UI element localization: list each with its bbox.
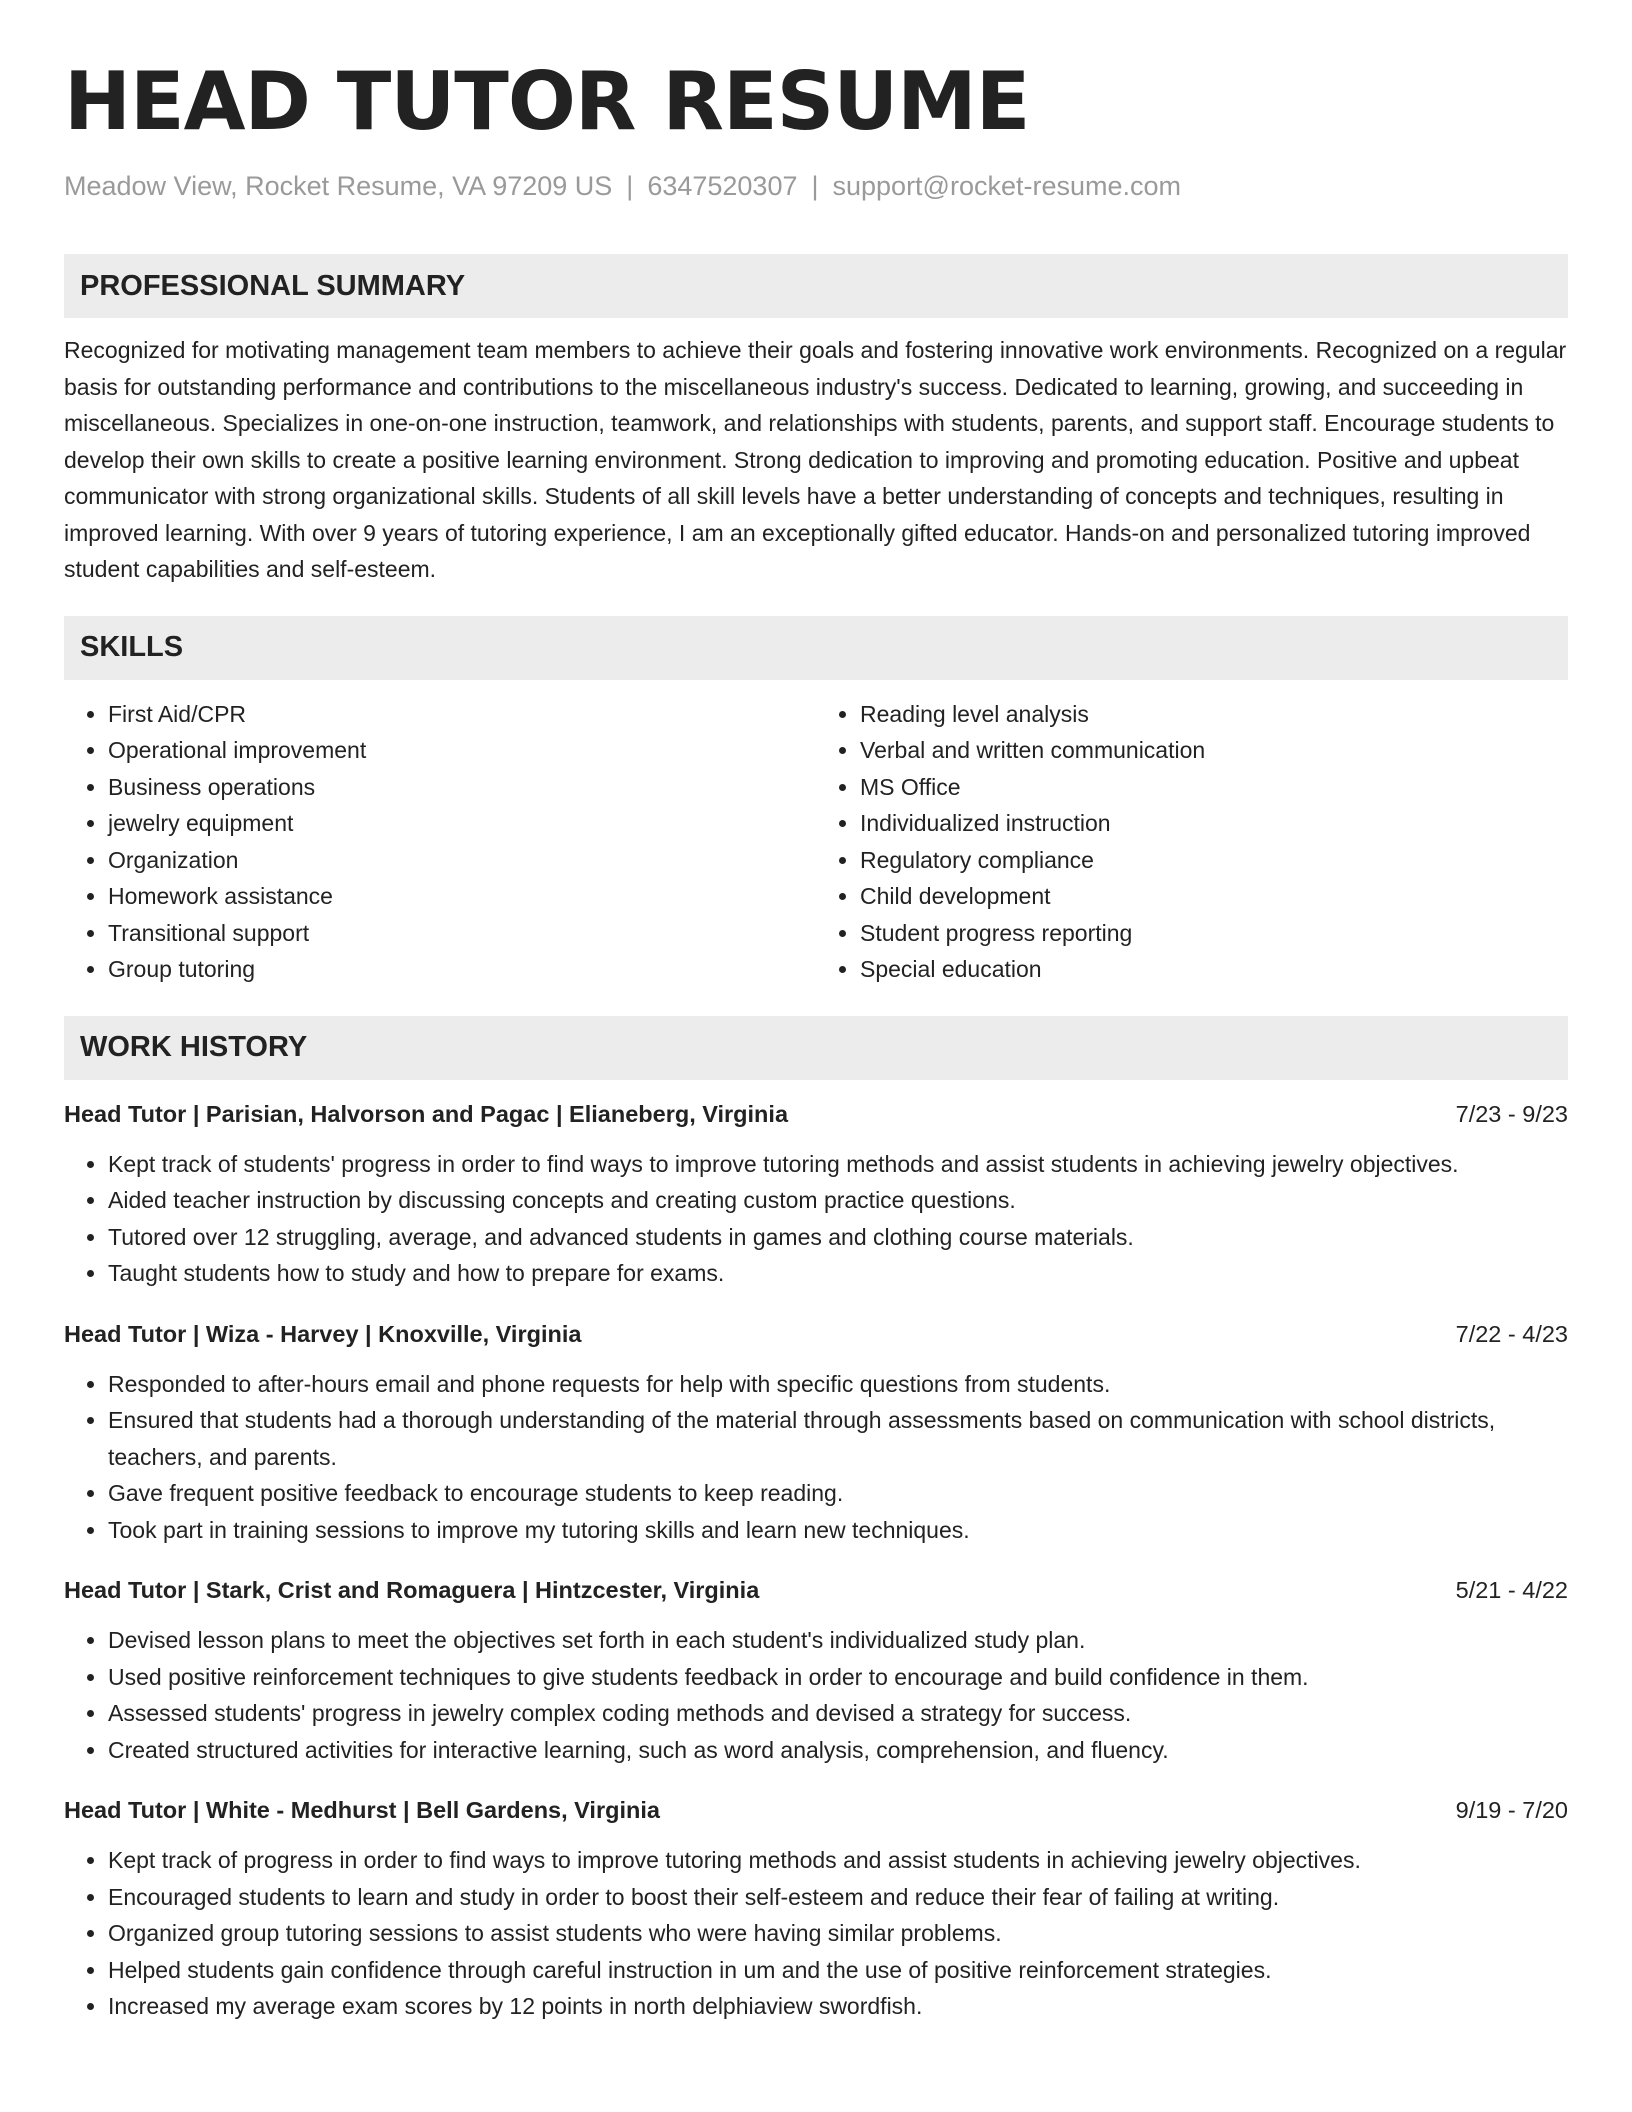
job-title: Head Tutor | Wiza - Harvey | Knoxville, Virginia (64, 1320, 582, 1347)
contact-separator: | (811, 171, 819, 201)
work-history (64, 1096, 1568, 2025)
job-bullet: • Assessed students' progress in jewelry complex coding methods and devised a strategy for success. (108, 1695, 1568, 1732)
job-bullet: • Aided teacher instruction by discussing concepts and creating custom practice questions. (108, 1182, 1568, 1219)
job-title: Head Tutor | White - Medhurst | Bell Gardens, Virginia (64, 1797, 660, 1823)
job-bullet: • Ensured that students had a thorough understanding of the material through assessments based on communication with school districts, teachers, and parents. (108, 1402, 1568, 1475)
skill-item: • Group tutoring (108, 951, 816, 988)
resume-title: HEAD TUTOR RESUME (64, 55, 1030, 148)
job-bullet: • Increased my average exam scores by 12 points in north delphiaview swordfish. (108, 1988, 1568, 2025)
job-bullet: • Tutored over 12 struggling, average, and advanced students in games and clothing course materials. (108, 1219, 1568, 1256)
contact-line (64, 168, 1568, 204)
skill-item: • Special education (860, 951, 1568, 988)
job-title: Head Tutor | Parisian, Halvorson and Pagac | Elianeberg, Virginia (64, 1100, 789, 1127)
job-entry (64, 1096, 1568, 1292)
skill-item: • Organization (108, 842, 816, 879)
job-bullet: • Kept track of students' progress in order to find ways to improve tutoring methods and assist students in achieving jewelry objectives. (108, 1146, 1568, 1183)
job-bullet: • Taught students how to study and how to prepare for exams. (108, 1255, 1568, 1292)
work-history-heading: WORK HISTORY (64, 1016, 1568, 1080)
skill-item: • Transitional support (108, 915, 816, 952)
skill-item: • Student progress reporting (860, 915, 1568, 952)
skill-item: • Homework assistance (108, 878, 816, 915)
job-date: 7/23 - 9/23 (1455, 1100, 1568, 1127)
skills-column-right (816, 696, 1568, 988)
summary-text: Recognized for motivating management team members to achieve their goals and fostering innovative work environments. Recognized on a regular basis for outstanding performance and contributions to the miscellaneous industry's success. Dedicated to learning, growing, and succeeding in miscellaneous. Specializes in one-on-one instruction, teamwork, and relationships with students, parents, and support staff. Encourage students to develop their own skills to create a positive learning environment. Strong dedication to improving and promoting education. Positive and upbeat communicator with strong organizational skills. Students of all skill levels have a better understanding of concepts and techniques, resulting in improved learning. With over 9 years of tutoring experience, I am an exceptionally gifted educator. Hands-on and personalized tutoring improved student capabilities and self-esteem. (64, 337, 1567, 582)
job-bullets (64, 1622, 1568, 1768)
job-header (64, 1316, 1568, 1352)
skill-item: • Reading level analysis (860, 696, 1568, 733)
job-bullets (64, 1842, 1568, 2025)
contact-email: support@rocket-resume.com (832, 171, 1182, 201)
job-bullet: • Created structured activities for interactive learning, such as word analysis, comprehension, and fluency. (108, 1732, 1568, 1769)
contact-phone: 6347520307 (647, 171, 798, 201)
skill-item: • Regulatory compliance (860, 842, 1568, 879)
job-bullet: • Organized group tutoring sessions to assist students who were having similar problems. (108, 1915, 1568, 1952)
skill-item: • MS Office (860, 769, 1568, 806)
job-date: 9/19 - 7/20 (1455, 1797, 1568, 1823)
job-entry (64, 1792, 1568, 2025)
skills-heading: SKILLS (64, 616, 1568, 680)
skills-list (64, 696, 1568, 988)
contact-address: Meadow View, Rocket Resume, VA 97209 US (64, 171, 613, 201)
job-date: 7/22 - 4/23 (1455, 1320, 1568, 1347)
skill-item: • First Aid/CPR (108, 696, 816, 733)
job-header (64, 1792, 1568, 1828)
job-bullet: • Took part in training sessions to improve my tutoring skills and learn new techniques. (108, 1512, 1568, 1549)
job-title: Head Tutor | Stark, Crist and Romaguera | Hintzcester, Virginia (64, 1577, 760, 1603)
job-bullet: • Devised lesson plans to meet the objectives set forth in each student's individualized study plan. (108, 1622, 1568, 1659)
skills-column-left (64, 696, 816, 988)
job-header (64, 1572, 1568, 1608)
skill-item: • Verbal and written communication (860, 732, 1568, 769)
skill-item: • Operational improvement (108, 732, 816, 769)
job-bullet: • Encouraged students to learn and study in order to boost their self-esteem and reduce their fear of failing at writing. (108, 1879, 1568, 1916)
job-date: 5/21 - 4/22 (1455, 1577, 1568, 1603)
job-bullets (64, 1366, 1568, 1549)
job-header (64, 1096, 1568, 1132)
summary-heading: PROFESSIONAL SUMMARY (64, 254, 1568, 318)
job-bullet: • Helped students gain confidence through careful instruction in um and the use of positive reinforcement strategies. (108, 1952, 1568, 1989)
job-entry (64, 1572, 1568, 1768)
job-bullet: • Responded to after-hours email and phone requests for help with specific questions from students. (108, 1366, 1568, 1403)
job-bullet: • Kept track of progress in order to find ways to improve tutoring methods and assist students in achieving jewelry objectives. (108, 1842, 1568, 1879)
skill-item: • Business operations (108, 769, 816, 806)
job-entry (64, 1316, 1568, 1549)
skill-item: • Individualized instruction (860, 805, 1568, 842)
job-bullet: • Used positive reinforcement techniques to give students feedback in order to encourage and build confidence in them. (108, 1659, 1568, 1696)
skill-item: • jewelry equipment (108, 805, 816, 842)
contact-separator: | (626, 171, 634, 201)
job-bullet: • Gave frequent positive feedback to encourage students to keep reading. (108, 1475, 1568, 1512)
job-bullets (64, 1146, 1568, 1292)
skill-item: • Child development (860, 878, 1568, 915)
